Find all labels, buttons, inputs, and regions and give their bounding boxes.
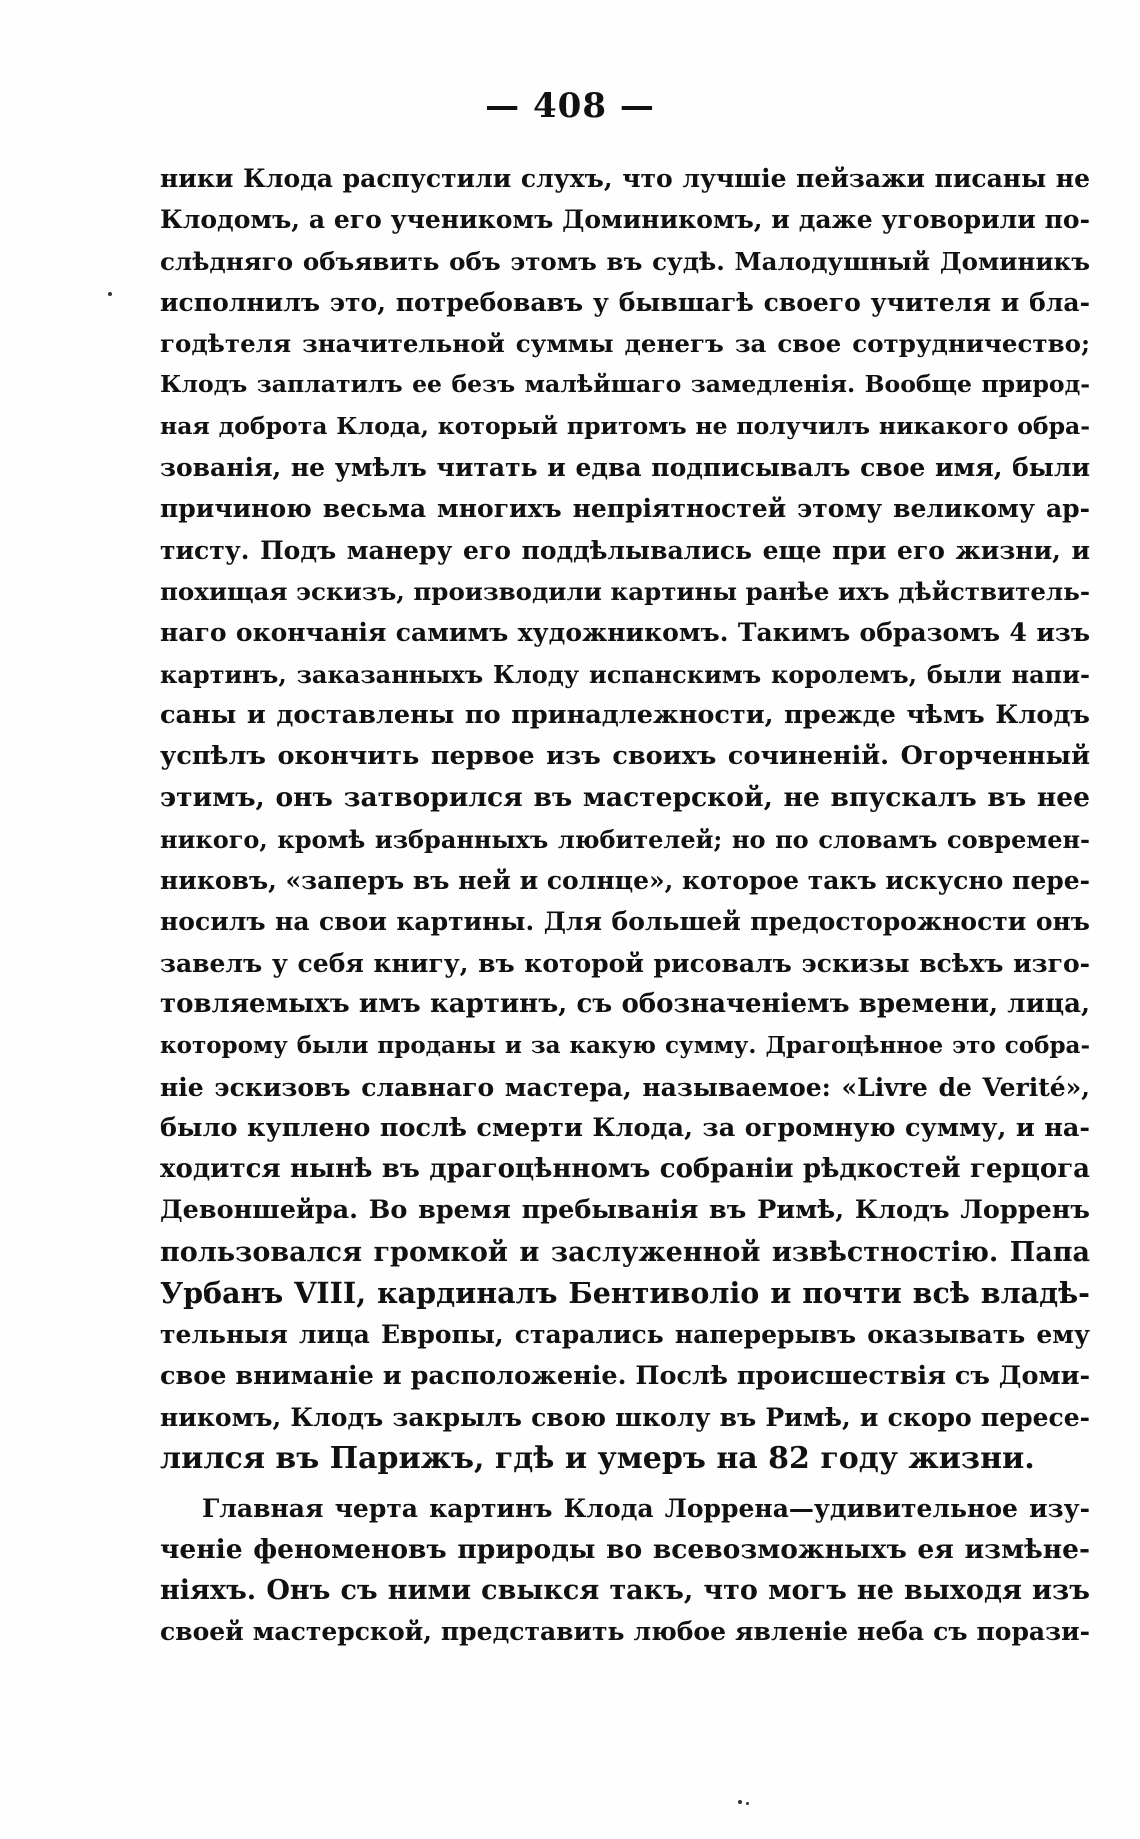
text-line: Главная черта картинъ Клода Лоррена—удивительное изу- — [202, 1493, 1090, 1523]
page-number: — 408 — — [485, 86, 655, 126]
text-line: никого, кромѣ избранныхъ любителей; но по словамъ современ- — [160, 824, 1090, 854]
text-line: которому были проданы и за какую сумму. Драгоцѣнное это собра- — [160, 1032, 1090, 1060]
text-line: товляемыхъ имъ картинъ, съ обозначеніемъ времени, лица, — [160, 988, 1090, 1019]
text-line: ніяхъ. Онъ съ ними свыкся такъ, что могъ не выходя изъ — [160, 1575, 1090, 1607]
text-line: наго окончанія самимъ художникомъ. Такимъ образомъ 4 изъ — [160, 618, 1090, 648]
text-line: ченіе феноменовъ природы во всевозможныхъ ея измѣне- — [160, 1533, 1090, 1565]
text-line: Девоншейра. Во время пребыванія въ Римѣ, Клодъ Лорренъ — [160, 1195, 1090, 1226]
text-line: тисту. Подъ манеру его поддѣлывались еще при его жизни, и — [160, 535, 1090, 565]
text-line: Клодомъ, а его ученикомъ Доминикомъ, и даже уговорили по- — [160, 205, 1090, 235]
text-line: ніе эскизовъ славнаго мастера, называемое: «Livre de Verité», — [160, 1072, 1090, 1102]
print-speck — [738, 1800, 742, 1804]
print-speck — [746, 1802, 749, 1805]
text-line: зованія, не умѣлъ читать и едва подписывалъ свое имя, были — [160, 453, 1090, 483]
text-line: Урбанъ VIII, кардиналъ Бентиволіо и почти всѣ владѣ- — [160, 1276, 1090, 1311]
text-line: похищая эскизъ, производили картины ранѣе ихъ дѣйствитель- — [160, 576, 1090, 606]
text-line: никовъ, «заперъ въ ней и солнце», которое такъ искусно пере- — [160, 866, 1091, 896]
text-line: ная доброта Клода, который притомъ не получилъ никакого обра- — [160, 411, 1090, 440]
text-line: тельныя лица Европы, старались наперерывъ оказывать ему — [160, 1320, 1090, 1350]
text-line: ники Клода распустили слухъ, что лучшіе пейзажи писаны не — [160, 164, 1090, 193]
body-text — [160, 158, 1090, 1653]
text-line: ходится нынѣ въ драгоцѣнномъ собраніи рѣдкостей герцога — [160, 1154, 1090, 1185]
text-line: носилъ на свои картины. Для большей предосторожности онъ — [160, 907, 1090, 937]
text-line: завелъ у себя книгу, въ которой рисовалъ эскизы всѣхъ изго- — [160, 948, 1090, 978]
print-speck — [108, 292, 112, 296]
text-line: своей мастерской, представить любое явленіе неба съ порази- — [160, 1617, 1090, 1647]
text-line: никомъ, Клодъ закрылъ свою школу въ Римѣ, и скоро пересе- — [160, 1402, 1090, 1432]
text-line: Клодъ заплатилъ ее безъ малѣйшаго замедленія. Вообще природ- — [160, 370, 1090, 399]
text-line: успѣлъ окончить первое изъ своихъ сочиненій. Огорченный — [160, 741, 1090, 772]
text-line: годѣтеля значительной суммы денегъ за свое сотрудничество; — [160, 329, 1090, 359]
text-line: этимъ, онъ затворился въ мастерской, не впускалъ въ нее — [160, 782, 1090, 814]
text-line: картинъ, заказанныхъ Клоду испанскимъ королемъ, были напи- — [160, 659, 1090, 689]
paragraph-gap — [160, 1480, 1090, 1488]
paragraph-2 — [160, 1488, 1090, 1653]
text-line: свое вниманіе и расположеніе. Послѣ происшествія съ Доми- — [160, 1360, 1091, 1391]
text-line: причиною весьма многихъ непріятностей этому великому ар- — [160, 494, 1090, 524]
text-line: было куплено послѣ смерти Клода, за огромную сумму, и на- — [160, 1112, 1090, 1143]
text-line: лился въ Парижъ, гдѣ и умеръ на 82 году жизни. — [160, 1441, 1035, 1477]
paragraph-1 — [160, 158, 1090, 1480]
text-line: слѣдняго объявить объ этомъ въ судѣ. Малодушный Доминикъ — [160, 246, 1090, 276]
text-line: пользовался громкой и заслуженной извѣстностію. Папа — [160, 1236, 1090, 1268]
text-line: саны и доставлены по принадлежности, прежде чѣмъ Клодъ — [160, 699, 1090, 730]
text-line: исполнилъ это, потребовавъ у бывшагѣ своего учителя и бла- — [160, 287, 1090, 317]
